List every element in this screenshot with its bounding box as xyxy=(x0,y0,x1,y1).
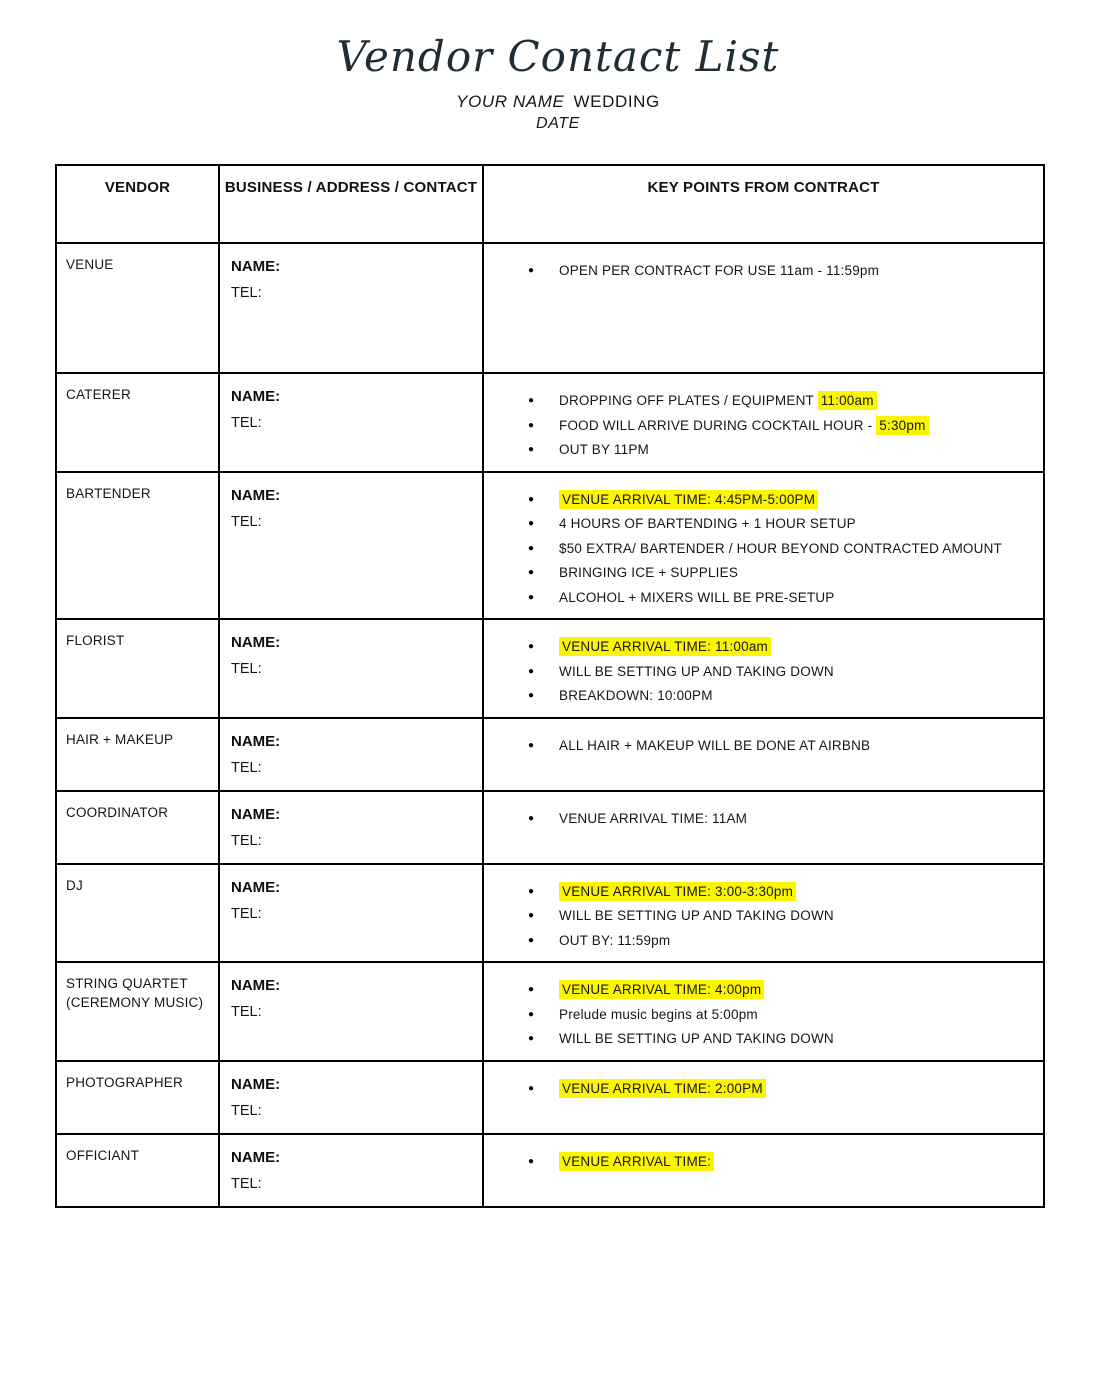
point-text: ALCOHOL + MIXERS WILL BE PRE-SETUP xyxy=(559,589,835,605)
contact-cell xyxy=(219,791,483,864)
bullet-icon: ● xyxy=(528,934,535,946)
tel-label: TEL: xyxy=(231,832,262,849)
points-list xyxy=(484,978,1037,1052)
page-title: Vendor Contact List xyxy=(336,32,780,81)
highlighted-text: 5:30pm xyxy=(876,416,928,435)
key-points-cell xyxy=(483,962,1044,1061)
vendor-name: PHOTOGRAPHER xyxy=(56,1061,219,1134)
points-list xyxy=(484,1077,1037,1102)
key-points-cell xyxy=(483,1134,1044,1207)
point-item xyxy=(484,389,1037,414)
highlighted-text: VENUE ARRIVAL TIME: 3:00-3:30pm xyxy=(559,882,796,901)
name-label: NAME: xyxy=(231,977,281,995)
highlighted-text: 11:00am xyxy=(818,391,877,410)
bullet-icon: ● xyxy=(528,419,535,431)
point-item xyxy=(484,635,1037,660)
table-row xyxy=(56,243,1044,373)
point-text: ALL HAIR + MAKEUP WILL BE DONE AT AIRBNB xyxy=(559,737,871,753)
point-item xyxy=(484,684,1037,709)
point-item xyxy=(484,660,1037,685)
points-list xyxy=(484,259,1037,284)
point-text: Prelude music begins at 5:00pm xyxy=(559,1006,758,1022)
name-label: NAME: xyxy=(231,805,281,823)
points-list xyxy=(484,880,1037,954)
point-text: DROPPING OFF PLATES / EQUIPMENT xyxy=(559,393,818,409)
bullet-icon: ● xyxy=(528,690,535,702)
bullet-icon: ● xyxy=(528,665,535,677)
table-row xyxy=(56,1061,1044,1134)
point-item xyxy=(484,414,1037,439)
bullet-icon: ● xyxy=(528,395,535,407)
contact-cell xyxy=(219,718,483,791)
tel-label: TEL: xyxy=(231,513,262,530)
key-points-cell xyxy=(483,791,1044,864)
points-list xyxy=(484,1150,1037,1175)
table-row xyxy=(56,619,1044,718)
point-text: FOOD WILL ARRIVE DURING COCKTAIL HOUR - xyxy=(559,417,877,433)
highlighted-text: VENUE ARRIVAL TIME: xyxy=(559,1152,714,1171)
bullet-icon: ● xyxy=(528,1155,535,1167)
bullet-icon: ● xyxy=(528,984,535,996)
table-row xyxy=(56,1134,1044,1207)
document-header xyxy=(0,0,1116,133)
point-text: OUT BY 11PM xyxy=(559,442,649,458)
point-text: $50 EXTRA/ BARTENDER / HOUR BEYOND CONTRACTED AMOUNT xyxy=(559,540,1002,556)
table-row xyxy=(56,864,1044,963)
highlighted-text: VENUE ARRIVAL TIME: 2:00PM xyxy=(559,1079,766,1098)
vendor-name: COORDINATOR xyxy=(56,791,219,864)
key-points-cell xyxy=(483,864,1044,963)
key-points-cell xyxy=(483,718,1044,791)
name-label: NAME: xyxy=(231,388,281,406)
tel-label: TEL: xyxy=(231,759,262,776)
bullet-icon: ● xyxy=(528,1008,535,1020)
name-label: NAME: xyxy=(231,1075,281,1093)
tel-label: TEL: xyxy=(231,285,262,302)
date-label: DATE xyxy=(536,115,580,133)
point-item xyxy=(484,438,1037,463)
name-label: NAME: xyxy=(231,258,281,276)
contact-cell xyxy=(219,472,483,620)
point-text: BRINGING ICE + SUPPLIES xyxy=(559,565,739,581)
tel-label: TEL: xyxy=(231,1175,262,1192)
point-text: OUT BY: 11:59pm xyxy=(559,932,671,948)
key-points-cell xyxy=(483,619,1044,718)
bullet-icon: ● xyxy=(528,641,535,653)
tel-label: TEL: xyxy=(231,661,262,678)
point-item xyxy=(484,904,1037,929)
vendor-name: VENUE xyxy=(56,243,219,373)
table-area xyxy=(55,164,1116,1208)
bullet-icon: ● xyxy=(528,265,535,277)
highlighted-text: VENUE ARRIVAL TIME: 11:00am xyxy=(559,637,771,656)
col-header-business-address-contact: BUSINESS / ADDRESS / CONTACT xyxy=(219,165,483,243)
point-text: WILL BE SETTING UP AND TAKING DOWN xyxy=(559,663,834,679)
point-item xyxy=(484,586,1037,611)
bullet-icon: ● xyxy=(528,885,535,897)
bullet-icon: ● xyxy=(528,518,535,530)
points-list xyxy=(484,488,1037,611)
table-header-row xyxy=(56,165,1044,243)
points-list xyxy=(484,807,1037,832)
point-item xyxy=(484,807,1037,832)
tel-label: TEL: xyxy=(231,415,262,432)
point-text: WILL BE SETTING UP AND TAKING DOWN xyxy=(559,1031,834,1047)
points-list xyxy=(484,635,1037,709)
bullet-icon: ● xyxy=(528,739,535,751)
name-label: NAME: xyxy=(231,732,281,750)
table-row xyxy=(56,373,1044,472)
contact-cell xyxy=(219,373,483,472)
point-text: BREAKDOWN: 10:00PM xyxy=(559,688,713,704)
key-points-cell xyxy=(483,243,1044,373)
table-row xyxy=(56,791,1044,864)
highlighted-text: VENUE ARRIVAL TIME: 4:00pm xyxy=(559,980,764,999)
col-header-vendor: VENDOR xyxy=(56,165,219,243)
contact-cell xyxy=(219,864,483,963)
tel-label: TEL: xyxy=(231,905,262,922)
table-row xyxy=(56,718,1044,791)
table-row xyxy=(56,962,1044,1061)
subtitle xyxy=(0,92,1116,112)
point-item xyxy=(484,1027,1037,1052)
subtitle-wedding: WEDDING xyxy=(573,92,660,112)
name-label: NAME: xyxy=(231,1148,281,1166)
vendor-name: FLORIST xyxy=(56,619,219,718)
vendor-name: STRING QUARTET (CEREMONY MUSIC) xyxy=(56,962,219,1061)
contact-cell xyxy=(219,619,483,718)
contact-cell xyxy=(219,1134,483,1207)
vendor-name: DJ xyxy=(56,864,219,963)
vendor-name: CATERER xyxy=(56,373,219,472)
point-item xyxy=(484,488,1037,513)
bullet-icon: ● xyxy=(528,444,535,456)
points-list xyxy=(484,389,1037,463)
tel-label: TEL: xyxy=(231,1102,262,1119)
point-item xyxy=(484,978,1037,1003)
point-text: WILL BE SETTING UP AND TAKING DOWN xyxy=(559,908,834,924)
vendor-table-body xyxy=(56,243,1044,1207)
bullet-icon: ● xyxy=(528,910,535,922)
vendor-name: HAIR + MAKEUP xyxy=(56,718,219,791)
name-label: NAME: xyxy=(231,878,281,896)
bullet-icon: ● xyxy=(528,567,535,579)
key-points-cell xyxy=(483,373,1044,472)
point-item xyxy=(484,1077,1037,1102)
contact-cell xyxy=(219,1061,483,1134)
bullet-icon: ● xyxy=(528,1033,535,1045)
key-points-cell xyxy=(483,472,1044,620)
point-item xyxy=(484,259,1037,284)
name-label: NAME: xyxy=(231,486,281,504)
vendor-name: BARTENDER xyxy=(56,472,219,620)
vendor-contact-table xyxy=(55,164,1045,1208)
highlighted-text: VENUE ARRIVAL TIME: 4:45PM-5:00PM xyxy=(559,490,818,509)
name-label: NAME: xyxy=(231,634,281,652)
point-item xyxy=(484,734,1037,759)
key-points-cell xyxy=(483,1061,1044,1134)
contact-cell xyxy=(219,962,483,1061)
subtitle-your-name: YOUR NAME xyxy=(456,92,565,112)
bullet-icon: ● xyxy=(528,542,535,554)
point-text: VENUE ARRIVAL TIME: 11AM xyxy=(559,810,748,826)
point-item xyxy=(484,561,1037,586)
vendor-name: OFFICIANT xyxy=(56,1134,219,1207)
point-item xyxy=(484,929,1037,954)
table-row xyxy=(56,472,1044,620)
bullet-icon: ● xyxy=(528,812,535,824)
point-text: 4 HOURS OF BARTENDING + 1 HOUR SETUP xyxy=(559,516,856,532)
contact-cell xyxy=(219,243,483,373)
point-item xyxy=(484,1150,1037,1175)
tel-label: TEL: xyxy=(231,1004,262,1021)
point-item xyxy=(484,512,1037,537)
col-header-key-points: KEY POINTS FROM CONTRACT xyxy=(483,165,1044,243)
point-item xyxy=(484,880,1037,905)
point-item xyxy=(484,1003,1037,1028)
bullet-icon: ● xyxy=(528,493,535,505)
point-item xyxy=(484,537,1037,562)
bullet-icon: ● xyxy=(528,591,535,603)
bullet-icon: ● xyxy=(528,1082,535,1094)
points-list xyxy=(484,734,1037,759)
point-text: OPEN PER CONTRACT FOR USE 11am - 11:59pm xyxy=(559,263,880,279)
